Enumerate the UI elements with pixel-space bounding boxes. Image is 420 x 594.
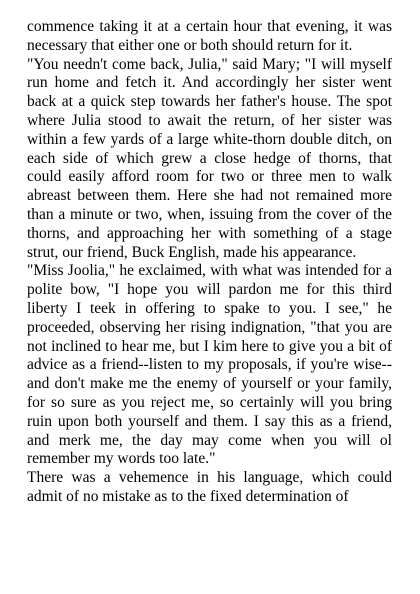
page-body: [27, 18, 392, 507]
paragraph: There was a vehemence in his language, which could admit of no mistake as to the fixed determination of: [27, 469, 392, 505]
paragraph: commence taking it at a certain hour that evening, it was necessary that either one or both should return for it.: [27, 18, 392, 54]
paragraph: "Miss Joolia," he exclaimed, with what was intended for a polite bow, "I hope you will pardon me for this third liberty I teek in offering to spake to you. I see," he proceeded, observing her rising indignation, "that you are not inclined to hear me, but I kim here to give you a bit of advice as a friend--listen to my proposals, if you're wise--and don't make me the enemy of yourself or your family, for so sure as you reject me, so certainly will you bring ruin upon both yourself and them. I say this as a friend, and merk me, the day may come when you will ol remember my words too late.": [27, 262, 392, 468]
paragraph: "You needn't come back, Julia," said Mary; "I will myself run home and fetch it. And accordingly her sister went back at a quick step towards her father's house. The spot where Julia stood to await the return, of her sister was within a few yards of a large white-thorn double ditch, on each side of which grew a close hedge of thorns, that could easily afford room for two or three men to walk abreast between them. Here she had not remained more than a minute or two, when, issuing from the cover of the thorns, and approaching her with something of a stage strut, our friend, Buck English, made his appearance.: [27, 55, 392, 261]
